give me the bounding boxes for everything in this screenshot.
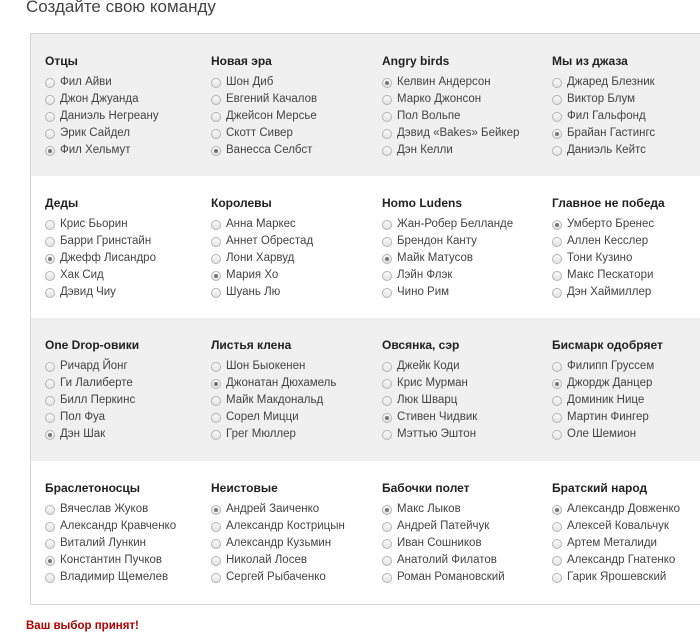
player-option[interactable] (45, 569, 215, 586)
player-name: Ванесса Селбст (226, 144, 313, 156)
player-name: Лэйн Флэк (397, 269, 453, 281)
player-option[interactable] (552, 250, 700, 267)
player-option[interactable] (552, 518, 700, 535)
player-name: Александр Кострицын (226, 520, 345, 532)
player-name: Ги Лалиберте (60, 377, 133, 389)
radio-icon[interactable] (382, 539, 392, 549)
team-group-3 (31, 318, 700, 462)
radio-icon[interactable] (382, 362, 392, 372)
player-name: Дэн Шак (60, 428, 106, 440)
radio-icon[interactable] (382, 573, 392, 583)
player-name: Владимир Щемелев (60, 571, 169, 583)
radio-checked-icon[interactable] (552, 379, 562, 389)
player-name: Мартин Фингер (567, 411, 649, 423)
player-name: Фил Гальфонд (567, 110, 646, 122)
player-option[interactable] (45, 108, 215, 125)
player-option[interactable] (382, 375, 552, 392)
team-name: One Drop-овики (45, 338, 140, 352)
player-option[interactable] (382, 74, 552, 91)
player-name: Макс Пескатори (567, 269, 654, 281)
player-option[interactable] (552, 142, 700, 159)
player-option[interactable] (211, 501, 381, 518)
player-name: Фил Айви (60, 76, 112, 88)
player-name: Люк Шварц (397, 394, 458, 406)
radio-icon[interactable] (45, 539, 55, 549)
radio-icon[interactable] (382, 237, 392, 247)
player-option[interactable] (211, 74, 381, 91)
player-option[interactable] (211, 216, 381, 233)
radio-checked-icon[interactable] (382, 254, 392, 264)
player-name: Александр Кравченко (60, 520, 177, 532)
player-name: Сорел Мицци (226, 411, 299, 423)
radio-icon[interactable] (382, 271, 392, 281)
team-group-4 (31, 461, 700, 605)
team-card (211, 53, 381, 159)
player-name: Алексей Ковальчук (567, 520, 669, 532)
player-option[interactable] (45, 501, 215, 518)
player-option[interactable] (382, 267, 552, 284)
player-name: Чино Рим (397, 286, 450, 298)
team-name: Отцы (45, 54, 78, 68)
radio-icon[interactable] (45, 573, 55, 583)
radio-checked-icon[interactable] (211, 505, 221, 515)
team-card (211, 337, 381, 443)
player-option[interactable] (552, 501, 700, 518)
radio-checked-icon[interactable] (382, 505, 392, 515)
player-option[interactable] (382, 392, 552, 409)
radio-icon[interactable] (211, 129, 221, 139)
team-name: Главное не победа (552, 196, 665, 210)
player-name: Грег Мюллер (226, 428, 296, 440)
player-name: Анатолий Филатов (397, 554, 497, 566)
player-option[interactable] (45, 535, 215, 552)
radio-icon[interactable] (211, 539, 221, 549)
team-card (552, 337, 700, 443)
team-name: Неистовые (211, 481, 278, 495)
player-option[interactable] (211, 392, 381, 409)
radio-checked-icon[interactable] (552, 220, 562, 230)
radio-checked-icon[interactable] (45, 254, 55, 264)
radio-icon[interactable] (211, 220, 221, 230)
player-name: Даниэль Негреану (60, 110, 159, 122)
player-name: Скотт Сивер (226, 127, 293, 139)
radio-checked-icon[interactable] (211, 271, 221, 281)
player-option[interactable] (382, 518, 552, 535)
player-option[interactable] (211, 426, 381, 443)
player-name: Джефф Лисандро (60, 252, 156, 264)
radio-icon[interactable] (552, 573, 562, 583)
radio-checked-icon[interactable] (552, 129, 562, 139)
radio-icon[interactable] (45, 505, 55, 515)
radio-icon[interactable] (382, 129, 392, 139)
radio-icon[interactable] (45, 362, 55, 372)
radio-icon[interactable] (552, 95, 562, 105)
radio-icon[interactable] (552, 413, 562, 423)
player-name: Артем Металиди (567, 537, 657, 549)
radio-icon[interactable] (211, 95, 221, 105)
page-title: Создайте свою команду (26, 0, 216, 16)
radio-icon[interactable] (552, 539, 562, 549)
player-name: Дэн Келли (397, 144, 453, 156)
player-option[interactable] (552, 267, 700, 284)
radio-checked-icon[interactable] (382, 413, 392, 423)
team-name: Homo Ludens (382, 196, 462, 210)
player-name: Тони Кузино (567, 252, 633, 264)
player-name: Александр Довженко (567, 503, 681, 515)
player-option[interactable] (211, 518, 381, 535)
player-option[interactable] (382, 216, 552, 233)
radio-icon[interactable] (552, 237, 562, 247)
player-option[interactable] (552, 569, 700, 586)
player-name: Мэттью Эштон (397, 428, 477, 440)
radio-icon[interactable] (382, 112, 392, 122)
radio-icon[interactable] (382, 146, 392, 156)
player-name: Анна Маркес (226, 218, 296, 230)
player-option[interactable] (382, 409, 552, 426)
player-option[interactable] (45, 375, 215, 392)
player-name: Джейсон Мерсье (226, 110, 317, 122)
player-option[interactable] (552, 358, 700, 375)
player-option[interactable] (211, 250, 381, 267)
radio-checked-icon[interactable] (211, 146, 221, 156)
radio-icon[interactable] (552, 288, 562, 298)
player-option[interactable] (552, 409, 700, 426)
player-option[interactable] (211, 108, 381, 125)
player-option[interactable] (552, 284, 700, 301)
radio-icon[interactable] (382, 396, 392, 406)
player-option[interactable] (211, 125, 381, 142)
player-name: Макс Лыков (397, 503, 461, 515)
player-name: Шон Диб (226, 76, 274, 88)
radio-icon[interactable] (382, 95, 392, 105)
player-name: Евгений Качалов (226, 93, 318, 105)
player-name: Доминик Нице (567, 394, 645, 406)
team-card (45, 53, 215, 159)
player-name: Билл Перкинс (60, 394, 136, 406)
player-name: Джонатан Дюхамель (226, 377, 337, 389)
player-name: Келвин Андерсон (397, 76, 491, 88)
player-option[interactable] (45, 91, 215, 108)
team-card (552, 53, 700, 159)
player-name: Джаред Блезник (567, 76, 655, 88)
radio-icon[interactable] (552, 396, 562, 406)
radio-icon[interactable] (382, 522, 392, 532)
player-option[interactable] (552, 392, 700, 409)
player-option[interactable] (45, 409, 215, 426)
radio-icon[interactable] (552, 522, 562, 532)
radio-icon[interactable] (45, 237, 55, 247)
player-name: Дэвид Чиу (60, 286, 116, 298)
player-option[interactable] (382, 535, 552, 552)
player-option[interactable] (45, 233, 215, 250)
player-option[interactable] (45, 267, 215, 284)
player-name: Стивен Чидвик (397, 411, 478, 423)
player-option[interactable] (211, 91, 381, 108)
team-name: Деды (45, 196, 79, 210)
player-name: Аннет Обрестад (226, 235, 314, 247)
player-option[interactable] (552, 375, 700, 392)
player-name: Виктор Блум (567, 93, 636, 105)
radio-icon[interactable] (552, 146, 562, 156)
player-name: Константин Пучков (60, 554, 162, 566)
player-name: Джейк Коди (397, 360, 460, 372)
player-name: Виталий Лункин (60, 537, 146, 549)
player-name: Николай Лосев (226, 554, 307, 566)
player-option[interactable] (382, 142, 552, 159)
team-group-1 (31, 34, 700, 177)
player-option[interactable] (552, 91, 700, 108)
player-option[interactable] (45, 284, 215, 301)
status-message: Ваш выбор принят! (26, 620, 139, 632)
player-option[interactable] (45, 518, 215, 535)
player-option[interactable] (382, 501, 552, 518)
player-name: Пол Фуа (60, 411, 106, 423)
radio-icon[interactable] (45, 112, 55, 122)
team-card (211, 480, 381, 586)
player-option[interactable] (382, 250, 552, 267)
player-name: Брендон Канту (397, 235, 477, 247)
team-card (382, 53, 552, 159)
player-option[interactable] (211, 375, 381, 392)
radio-icon[interactable] (211, 78, 221, 88)
team-card (45, 480, 215, 586)
player-option[interactable] (45, 426, 215, 443)
player-name: Шуань Лю (226, 286, 281, 298)
team-name: Мы из джаза (552, 54, 628, 68)
radio-icon[interactable] (45, 413, 55, 423)
radio-icon[interactable] (552, 271, 562, 281)
player-option[interactable] (45, 392, 215, 409)
team-name: Бисмарк одобряет (552, 338, 663, 352)
radio-icon[interactable] (211, 413, 221, 423)
player-name: Оле Шемион (567, 428, 637, 440)
radio-icon[interactable] (211, 556, 221, 566)
player-option[interactable] (211, 267, 381, 284)
radio-icon[interactable] (211, 396, 221, 406)
player-name: Ричард Йонг (60, 360, 128, 372)
radio-icon[interactable] (211, 362, 221, 372)
radio-icon[interactable] (211, 573, 221, 583)
radio-icon[interactable] (382, 430, 392, 440)
radio-icon[interactable] (45, 220, 55, 230)
player-option[interactable] (45, 125, 215, 142)
player-option[interactable] (382, 358, 552, 375)
player-name: Вячеслав Жуков (60, 503, 149, 515)
radio-checked-icon[interactable] (45, 556, 55, 566)
radio-icon[interactable] (45, 522, 55, 532)
player-option[interactable] (382, 125, 552, 142)
player-name: Роман Романовский (397, 571, 505, 583)
player-option[interactable] (211, 552, 381, 569)
player-name: Брайан Гастингс (567, 127, 656, 139)
player-name: Пол Вольпе (397, 110, 461, 122)
player-name: Хак Сид (60, 269, 104, 281)
player-name: Крис Мурман (397, 377, 468, 389)
team-group-2 (31, 176, 700, 319)
radio-icon[interactable] (382, 379, 392, 389)
player-name: Эрик Сайдел (60, 127, 130, 139)
player-name: Лони Харвуд (226, 252, 295, 264)
player-name: Андрей Патейчук (397, 520, 490, 532)
team-name: Бабочки полет (382, 481, 470, 495)
player-option[interactable] (552, 535, 700, 552)
player-name: Александр Гнатенко (567, 554, 676, 566)
player-name: Джордж Данцер (567, 377, 653, 389)
player-name: Шон Быокенен (226, 360, 306, 372)
team-card (45, 195, 215, 301)
team-name: Браслетоносцы (45, 481, 141, 495)
radio-checked-icon[interactable] (45, 430, 55, 440)
radio-icon[interactable] (382, 288, 392, 298)
radio-icon[interactable] (45, 396, 55, 406)
player-name: Дэн Хаймиллер (567, 286, 652, 298)
radio-icon[interactable] (211, 254, 221, 264)
player-name: Сергей Рыбаченко (226, 571, 326, 583)
player-option[interactable] (211, 233, 381, 250)
radio-icon[interactable] (552, 78, 562, 88)
player-option[interactable] (382, 552, 552, 569)
player-name: Дэвид «Bakes» Бейкер (397, 127, 520, 139)
player-option[interactable] (382, 108, 552, 125)
player-name: Андрей Заиченко (226, 503, 320, 515)
team-name: Братский народ (552, 481, 648, 495)
team-card (552, 480, 700, 586)
player-name: Марко Джонсон (397, 93, 482, 105)
player-option[interactable] (382, 569, 552, 586)
team-card (552, 195, 700, 301)
player-option[interactable] (211, 535, 381, 552)
player-option[interactable] (45, 250, 215, 267)
team-card (45, 337, 215, 443)
radio-icon[interactable] (552, 362, 562, 372)
radio-icon[interactable] (211, 430, 221, 440)
player-option[interactable] (45, 142, 215, 159)
player-option[interactable] (382, 91, 552, 108)
player-option[interactable] (552, 216, 700, 233)
player-name: Гарик Ярошевский (567, 571, 667, 583)
radio-icon[interactable] (211, 522, 221, 532)
radio-icon[interactable] (211, 237, 221, 247)
radio-icon[interactable] (382, 556, 392, 566)
player-option[interactable] (45, 358, 215, 375)
player-name: Александр Кузьмин (226, 537, 332, 549)
player-name: Аллен Кесслер (567, 235, 649, 247)
player-option[interactable] (552, 233, 700, 250)
player-name: Фил Хельмут (60, 144, 131, 156)
radio-checked-icon[interactable] (45, 146, 55, 156)
player-option[interactable] (45, 552, 215, 569)
player-name: Крис Бьорин (60, 218, 128, 230)
team-card (382, 195, 552, 301)
team-name: Овсянка, сэр (382, 338, 460, 352)
player-option[interactable] (211, 358, 381, 375)
radio-icon[interactable] (45, 95, 55, 105)
radio-icon[interactable] (382, 220, 392, 230)
player-option[interactable] (552, 552, 700, 569)
player-name: Жан-Робер Белланде (397, 218, 514, 230)
radio-icon[interactable] (552, 112, 562, 122)
radio-icon[interactable] (45, 271, 55, 281)
team-name: Листья клена (211, 338, 292, 352)
player-option[interactable] (211, 569, 381, 586)
player-option[interactable] (382, 233, 552, 250)
player-option[interactable] (552, 125, 700, 142)
player-option[interactable] (211, 142, 381, 159)
radio-icon[interactable] (45, 288, 55, 298)
radio-icon[interactable] (211, 112, 221, 122)
player-option[interactable] (211, 409, 381, 426)
team-name: Angry birds (382, 54, 450, 68)
radio-icon[interactable] (45, 78, 55, 88)
player-option[interactable] (45, 216, 215, 233)
player-name: Умберто Бренес (567, 218, 655, 230)
player-name: Даниэль Кейтс (567, 144, 646, 156)
radio-icon[interactable] (552, 430, 562, 440)
radio-checked-icon[interactable] (211, 379, 221, 389)
radio-checked-icon[interactable] (552, 505, 562, 515)
player-name: Мария Хо (226, 269, 279, 281)
radio-icon[interactable] (552, 254, 562, 264)
player-name: Майк Макдональд (226, 394, 324, 406)
team-name: Новая эра (211, 54, 272, 68)
player-option[interactable] (382, 284, 552, 301)
player-name: Майк Матусов (397, 252, 474, 264)
radio-icon[interactable] (45, 129, 55, 139)
radio-icon[interactable] (211, 288, 221, 298)
player-option[interactable] (552, 108, 700, 125)
radio-icon[interactable] (45, 379, 55, 389)
team-selection-board (30, 33, 700, 605)
player-option[interactable] (552, 426, 700, 443)
team-card (382, 480, 552, 586)
team-name: Королевы (211, 196, 272, 210)
team-card (382, 337, 552, 443)
player-name: Иван Сошников (397, 537, 482, 549)
player-option[interactable] (382, 426, 552, 443)
player-option[interactable] (211, 284, 381, 301)
player-name: Барри Гринстайн (60, 235, 152, 247)
radio-icon[interactable] (552, 556, 562, 566)
player-option[interactable] (45, 74, 215, 91)
team-card (211, 195, 381, 301)
player-name: Джон Джуанда (60, 93, 139, 105)
radio-checked-icon[interactable] (382, 78, 392, 88)
player-name: Филипп Груссем (567, 360, 655, 372)
player-option[interactable] (552, 74, 700, 91)
